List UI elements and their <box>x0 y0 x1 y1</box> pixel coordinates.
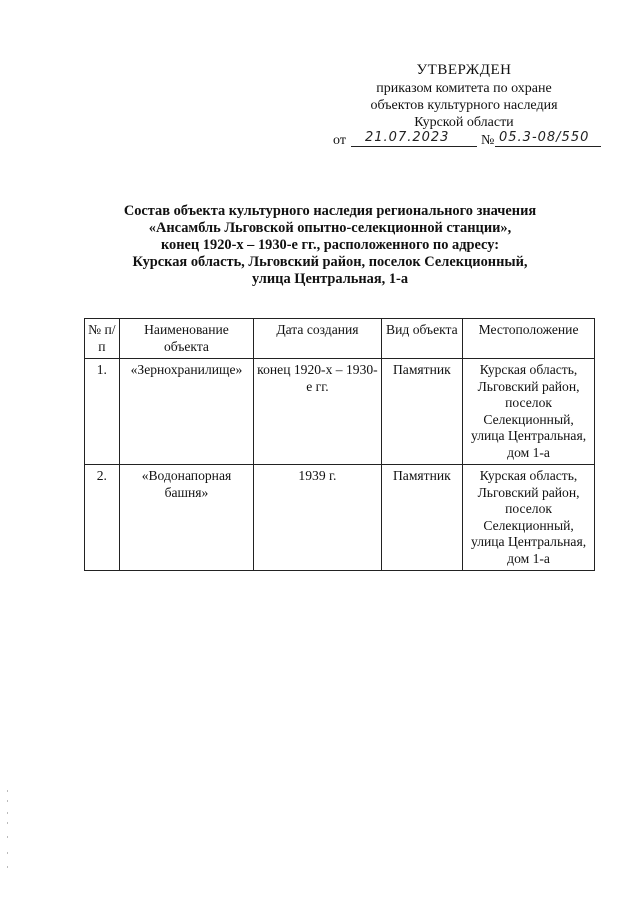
handwritten-number: 05.3-08/550 <box>499 130 590 145</box>
approval-block <box>330 62 598 131</box>
document-title <box>60 203 600 288</box>
header-date: Дата создания <box>254 319 381 359</box>
approval-line-1: приказом комитета по охране <box>376 81 552 96</box>
header-name: Наименование объекта <box>119 319 254 359</box>
title-line-3: конец 1920-х – 1930-е гг., расположенного по адресу: <box>160 237 500 253</box>
row-date: конец 1920-х – 1930-е гг. <box>254 359 381 465</box>
title-line-4: Курская область, Льговский район, поселок Селекционный, <box>132 254 528 270</box>
scan-margin-dots <box>6 0 10 905</box>
row-name: «Водонапорная башня» <box>119 465 254 571</box>
number-prefix: № <box>481 133 495 148</box>
title-line-1: Состав объекта культурного наследия регионального значения <box>123 203 537 219</box>
row-date: 1939 г. <box>254 465 381 571</box>
row-type: Памятник <box>381 465 463 571</box>
row-location: Курская область, Льговский район, поселок Селекционный, улица Центральная, дом 1-а <box>463 465 595 571</box>
approval-line-2: объектов культурного наследия <box>370 98 558 113</box>
title-line-2: «Ансамбль Льговской опытно-селекционной станции», <box>148 220 512 236</box>
row-name: «Зернохранилище» <box>119 359 254 465</box>
table-row <box>85 465 595 571</box>
date-underline <box>351 145 477 147</box>
table-row <box>85 359 595 465</box>
row-location: Курская область, Льговский район, поселок Селекционный, улица Центральная, дом 1-а <box>463 359 595 465</box>
title-line-5: улица Центральная, 1-а <box>251 271 409 287</box>
number-underline <box>495 145 601 147</box>
row-num: 2. <box>85 465 120 571</box>
row-num: 1. <box>85 359 120 465</box>
handwritten-date: 21.07.2023 <box>365 130 450 145</box>
table-header-row <box>85 319 595 359</box>
date-prefix: от <box>333 133 346 148</box>
header-location: Местоположение <box>463 319 595 359</box>
approval-line-3: Курской области <box>414 115 514 130</box>
approval-heading: УТВЕРЖДЕН <box>416 62 512 78</box>
header-type: Вид объекта <box>381 319 463 359</box>
order-date-number <box>333 130 603 150</box>
header-num: № п/п <box>85 319 120 359</box>
row-type: Памятник <box>381 359 463 465</box>
objects-table <box>84 318 595 571</box>
